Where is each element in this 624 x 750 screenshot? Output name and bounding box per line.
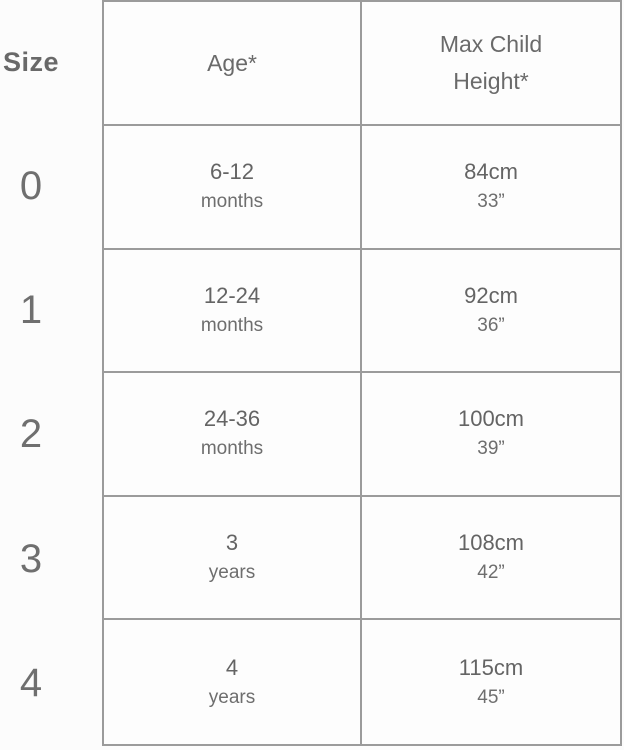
table-cell-age [104,620,362,744]
age-unit: months [200,191,264,213]
age-value: 24-36 [203,406,261,432]
age-value: 3 [225,530,239,556]
size-row-label: 1 [19,288,43,333]
height-header-line2: Height* [453,68,529,94]
size-row-label: 3 [19,536,43,581]
column-header-height [362,2,620,126]
height-header-line1: Max Child [439,31,543,57]
height-cm: 115cm [458,654,524,680]
age-value: 6-12 [209,159,255,185]
size-label-column [0,0,102,746]
age-value: 4 [225,654,239,680]
age-unit: months [200,438,264,460]
height-inches: 45” [477,686,505,708]
height-inches: 36” [477,314,505,336]
table-cell-height [362,373,620,497]
age-value: 12-24 [203,282,261,308]
table-cell-age [104,126,362,250]
height-cm: 84cm [464,159,518,185]
column-header-age [104,2,362,126]
size-row-label: 2 [19,412,43,457]
table-cell-age [104,250,362,374]
age-header-label: Age* [207,49,257,76]
age-unit: years [208,562,256,584]
table-cell-height [362,620,620,744]
height-cm: 108cm [457,530,525,556]
table-cell-height [362,250,620,374]
size-column-header: Size [2,46,60,77]
size-chart-table [102,0,622,746]
size-row-label: 0 [19,163,43,208]
size-row-label: 4 [19,661,43,706]
table-cell-age [104,497,362,621]
table-cell-height [362,497,620,621]
age-unit: months [200,314,264,336]
height-cm: 100cm [457,406,525,432]
age-unit: years [208,686,256,708]
height-inches: 42” [477,562,505,584]
table-cell-age [104,373,362,497]
height-cm: 92cm [464,282,518,308]
height-inches: 39” [477,438,505,460]
table-cell-height [362,126,620,250]
height-inches: 33” [477,191,505,213]
